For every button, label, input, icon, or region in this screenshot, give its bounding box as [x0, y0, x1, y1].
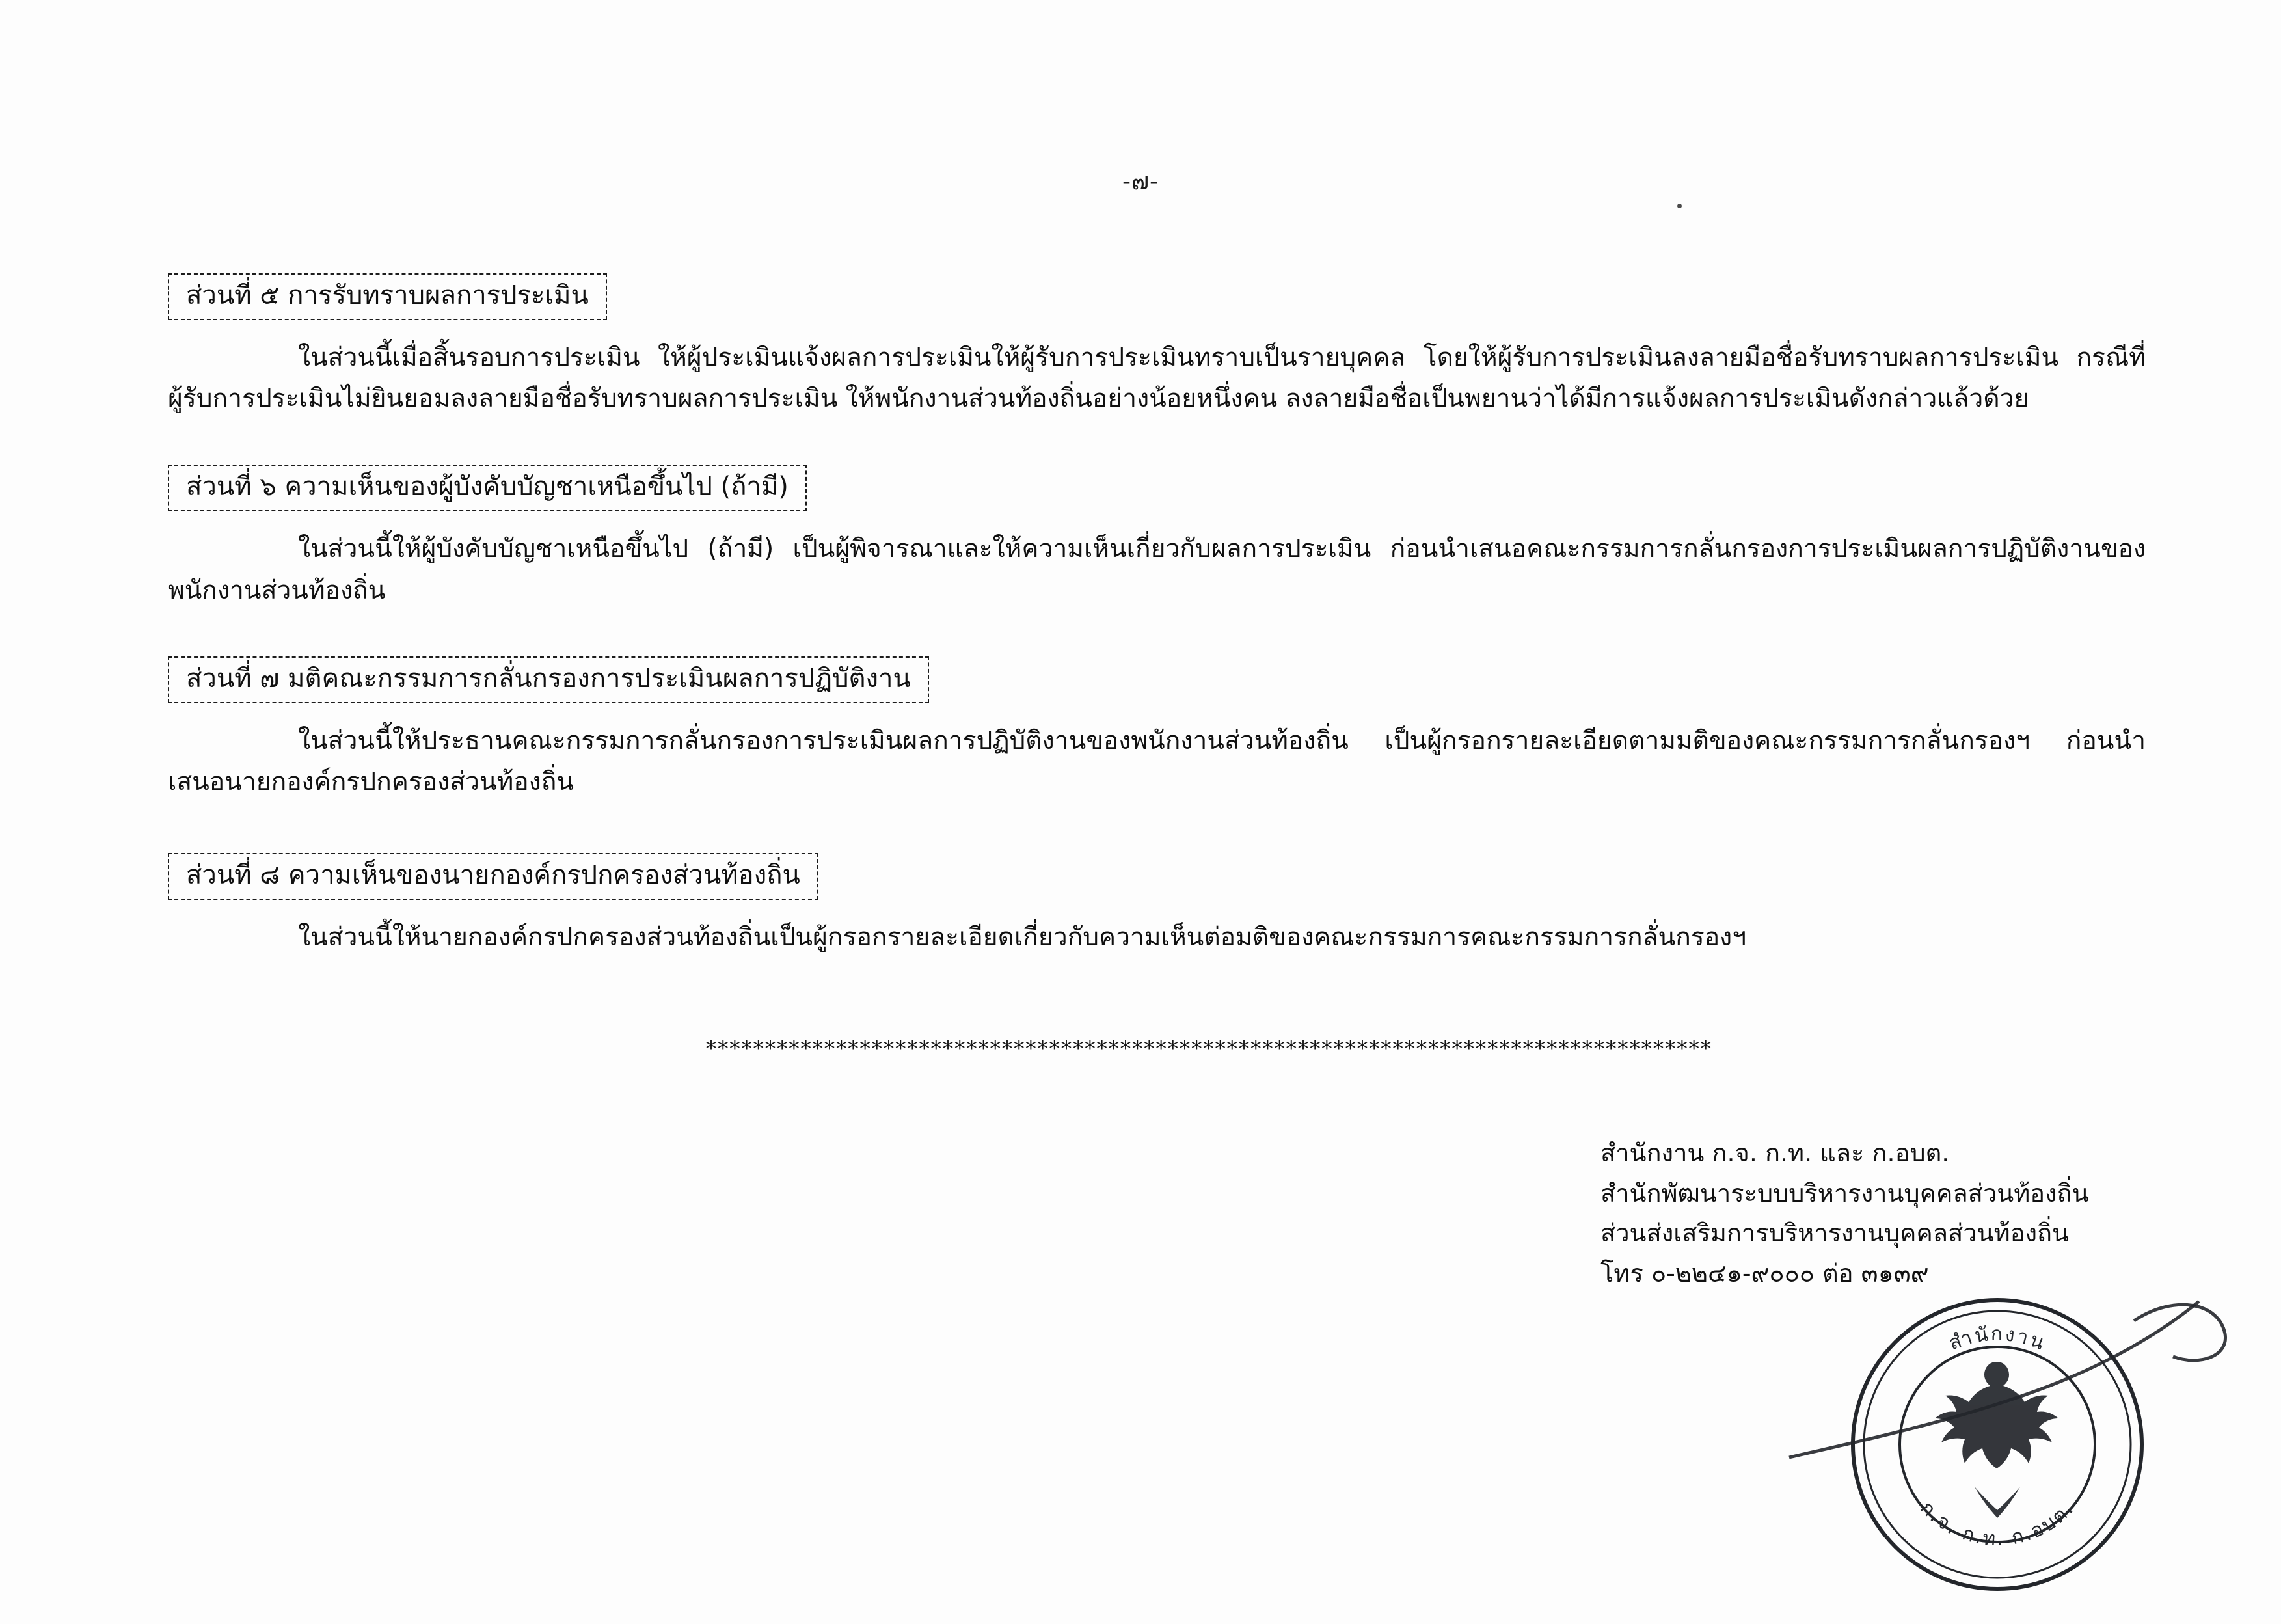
- document-body: [168, 273, 2146, 1062]
- section-5-heading: ส่วนที่ ๕ การรับทราบผลการประเมิน: [168, 273, 607, 320]
- section-5: [168, 273, 2146, 419]
- seal-top-text: สำนักงาน: [1946, 1322, 2049, 1355]
- official-seal: [1844, 1292, 2150, 1597]
- page-number: -๗-: [1122, 169, 1159, 195]
- svg-text:สำนักงาน: [1946, 1323, 2049, 1355]
- asterisk-divider: *************************************************************************************: [705, 1036, 1712, 1062]
- section-8: [168, 853, 2146, 958]
- section-8-heading: ส่วนที่ ๘ ความเห็นของนายกองค์กรปกครองส่วนท้องถิ่น: [168, 853, 818, 900]
- section-6-paragraph: ในส่วนนี้ให้ผู้บังคับบัญชาเหนือขึ้นไป (ถ้ามี) เป็นผู้พิจารณาและให้ความเห็นเกี่ยวกับผลการประเมิน ก่อนนำเสนอคณะกรรมการกลั่นกรองการประเมินผลการปฏิบัติงานของพนักงานส่วนท้องถิ่น: [168, 534, 2146, 605]
- section-8-paragraph: ในส่วนนี้ให้นายกองค์กรปกครองส่วนท้องถิ่นเป็นผู้กรอกรายละเอียดเกี่ยวกับความเห็นต่อมติของคณะกรรมการคณะกรรมการกลั่นกรองฯ: [298, 923, 1747, 953]
- speck-artifact: [1677, 204, 1682, 208]
- signature-line-4: โทร ๐-๒๒๔๑-๙๐๐๐ ต่อ ๓๑๓๙: [1600, 1258, 1929, 1288]
- section-5-paragraph: ในส่วนนี้เมื่อสิ้นรอบการประเมิน ให้ผู้ประเมินแจ้งผลการประเมินให้ผู้รับการประเมินทราบเป็นรายบุคคล โดยให้ผู้รับการประเมินลงลายมือชื่อรับทราบผลการประเมิน กรณีที่ผู้รับการประเมินไม่ยินยอมลงลายมือชื่อรับทราบผลการประเมิน ให้พนักงานส่วนท้องถิ่นอย่างน้อยหนึ่งคน ลงลายมือชื่อเป็นพยานว่าได้มีการแจ้งผลการประเมินดังกล่าวแล้วด้วย: [168, 343, 2146, 414]
- signature-line-3: ส่วนส่งเสริมการบริหารงานบุคคลส่วนท้องถิ่น: [1600, 1219, 2070, 1248]
- section-7-heading: ส่วนที่ ๗ มติคณะกรรมการกลั่นกรองการประเมินผลการปฏิบัติงาน: [168, 656, 929, 703]
- svg-text:ก.จ. ก.ท. ก.อบต.: [1915, 1496, 2079, 1550]
- seal-bottom-text: ก.จ. ก.ท. ก.อบต.: [1915, 1496, 2079, 1551]
- section-7: [168, 656, 2146, 802]
- signature-block: [1600, 1133, 2089, 1293]
- section-6: [168, 465, 2146, 610]
- section-6-heading: ส่วนที่ ๖ ความเห็นของผู้บังคับบัญชาเหนือขึ้นไป (ถ้ามี): [168, 465, 807, 511]
- signature-line-1: สำนักงาน ก.จ. ก.ท. และ ก.อบต.: [1600, 1139, 1950, 1167]
- signature-line-2: สำนักพัฒนาระบบบริหารงานบุคคลส่วนท้องถิ่น: [1600, 1178, 2089, 1208]
- section-7-paragraph: ในส่วนนี้ให้ประธานคณะกรรมการกลั่นกรองการประเมินผลการปฏิบัติงานของพนักงานส่วนท้องถิ่น เป็นผู้กรอกรายละเอียดตามมติของคณะกรรมการกลั่นกรองฯ ก่อนนำเสนอนายกองค์กรปกครองส่วนท้องถิ่น: [168, 725, 2146, 796]
